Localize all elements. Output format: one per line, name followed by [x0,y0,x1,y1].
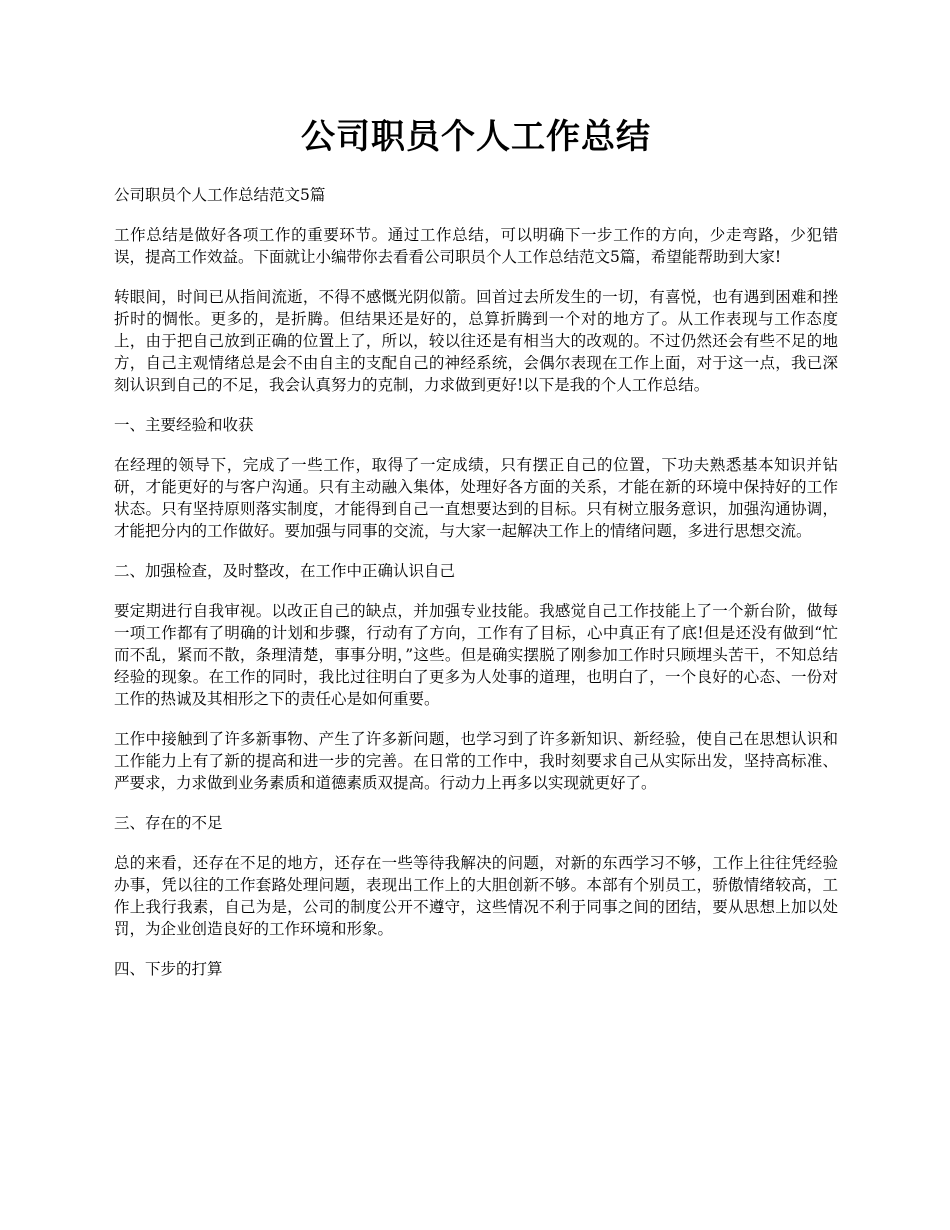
body-paragraph: 要定期进行自我审视。以改正自己的缺点，并加强专业技能。我感觉自己工作技能上了一个新台阶，做每一项工作都有了明确的计划和步骤，行动有了方向，工作有了目标，心中真正有了底!但是还没有做到“忙而不乱，紧而不散，条理清楚，事事分明，”这些。但是确实摆脱了刚参加工作时只顾埋头苦干，不知总结经验的现象。在工作的同时，我比过往明白了更多为人处事的道理，也明白了，一个良好的心态、一份对工作的热诚及其相形之下的责任心是如何重要。 [114,602,839,708]
section-heading-4: 四、下步的打算 [114,960,223,978]
document-body [114,112,838,998]
body-paragraph: 工作中接触到了许多新事物、产生了许多新问题，也学习到了许多新知识、新经验，使自己在思想认识和工作能力上有了新的提高和进一步的完善。在日常的工作中，我时刻要求自己从实际出发，坚持高标准、严要求，力求做到业务素质和道德素质双提高。行动力上再多以实现就更好了。 [114,730,838,792]
section-heading-2: 二、加强检查，及时整改，在工作中正确认识自己 [114,562,456,580]
section-heading-3: 三、存在的不足 [114,814,223,832]
intro-paragraph: 工作总结是做好各项工作的重要环节。通过工作总结，可以明确下一步工作的方向，少走弯路，少犯错误，提高工作效益。下面就让小编带你去看看公司职员个人工作总结范文5篇，希望能帮助到大家! [114,226,838,266]
body-paragraph: 转眼间，时间已从指间流逝，不得不感慨光阴似箭。回首过去所发生的一切，有喜悦，也有遇到困难和挫折时的惆怅。更多的，是折腾。但结果还是好的，总算折腾到一个对的地方了。从工作表现与工作态度上，由于把自己放到正确的位置上了，所以，较以往还是有相当大的改观的。不过仍然还会有些不足的地方，自己主观情绪总是会不由自主的支配自己的神经系统，会偶尔表现在工作上面，对于这一点，我已深刻认识到自己的不足，我会认真努力的克制，力求做到更好!以下是我的个人工作总结。 [114,288,838,394]
section-heading-1: 一、主要经验和收获 [114,416,254,434]
document-subtitle: 公司职员个人工作总结范文5篇 [114,186,326,204]
document-title: 公司职员个人工作总结 [301,117,651,157]
body-paragraph: 总的来看，还存在不足的地方，还存在一些等待我解决的问题，对新的东西学习不够，工作上往往凭经验办事，凭以往的工作套路处理问题，表现出工作上的大胆创新不够。本部有个别员工，骄傲情绪较高，工作上我行我素，自己为是，公司的制度公开不遵守，这些情况不利于同事之间的团结，要从思想上加以处罚，为企业创造良好的工作环境和形象。 [114,854,838,938]
body-paragraph: 在经理的领导下，完成了一些工作，取得了一定成绩，只有摆正自己的位置，下功夫熟悉基本知识并钻研，才能更好的与客户沟通。只有主动融入集体，处理好各方面的关系，才能在新的环境中保持好的工作状态。只有坚持原则落实制度，才能得到自己一直想要达到的目标。只有树立服务意识，加强沟通协调，才能把分内的工作做好。要加强与同事的交流，与大家一起解决工作上的情绪问题，多进行思想交流。 [114,456,838,540]
